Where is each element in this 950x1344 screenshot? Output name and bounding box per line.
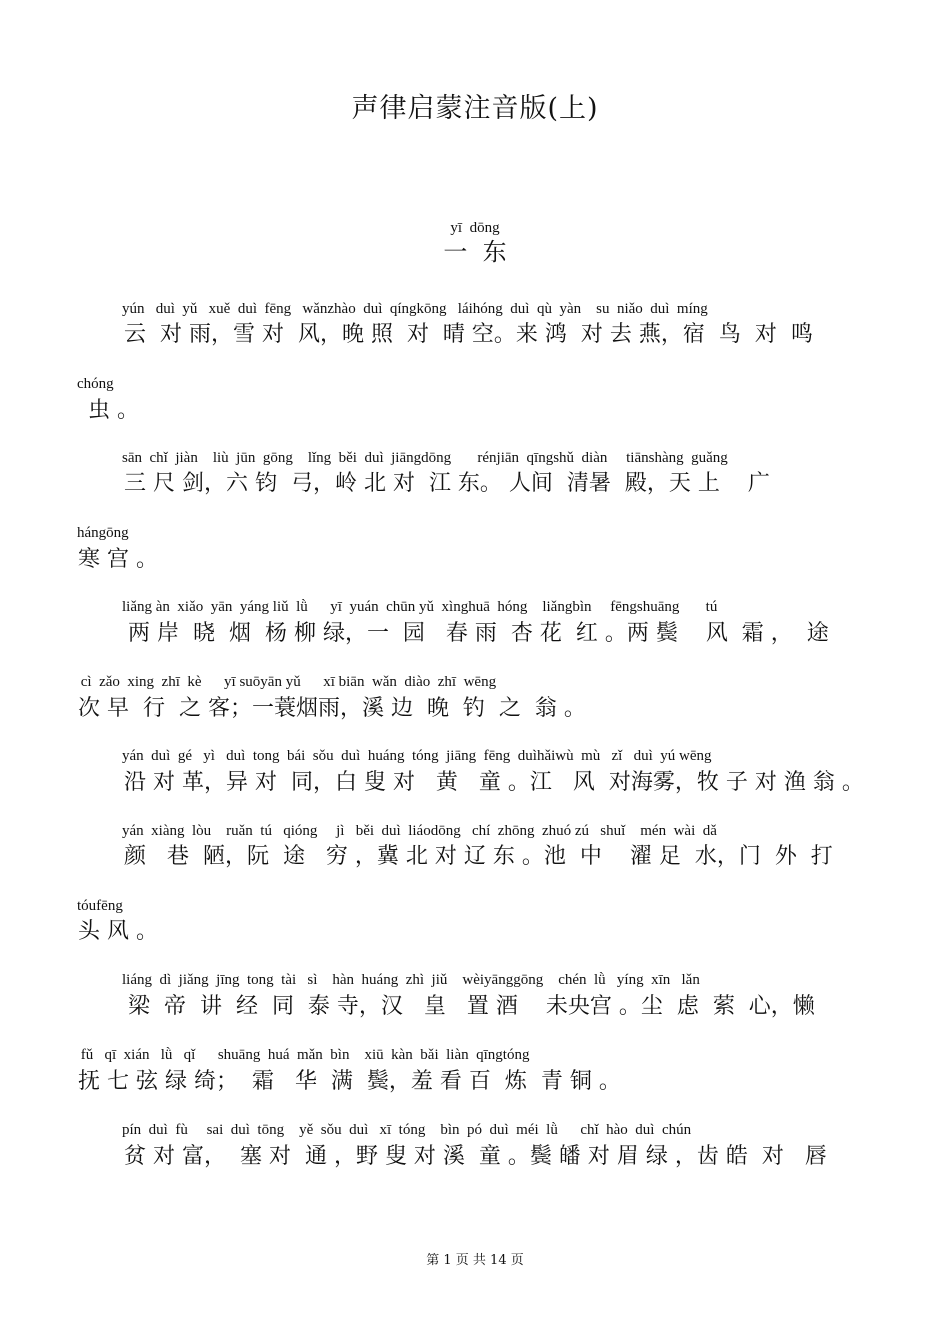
pinyin-line: liáng dì jiǎng jīng tong tài sì hàn huáng zhì jiǔ wèiyānggōng chén lǜ yíng xīn lǎn [122,972,700,988]
pinyin-line: yán duì gé yì duì tong bái sǒu duì huáng tóng jiāng fēng duìhǎiwù mù zǐ duì yú wēng [122,748,712,764]
hanzi-line: 两 岸 晓 烟 杨 柳 绿，一 园 春 雨 杏 花 红 。两 鬓 风 霜 ， 途 [128,621,829,646]
hanzi-line: 云 对 雨，雪 对 风，晚 照 对 晴 空。来 鸿 对 去 燕，宿 鸟 对 鸣 [124,322,813,347]
section-pinyin: yī dōng [450,220,500,236]
hanzi-line: 贫 对 富， 塞 对 通 ，野 叟 对 溪 童 。鬓 皤 对 眉 绿 ，齿 皓 对 唇 [124,1144,827,1169]
pinyin-line: yán xiàng lòu ruǎn tú qióng jì běi duì liáodōng chí zhōng zhuó zú shuǐ mén wài dǎ [122,823,717,839]
pinyin-line: fǔ qī xián lǜ qǐ shuāng huá mǎn bìn xiū kàn bǎi liàn qīngtóng [77,1047,530,1063]
pinyin-line: hángōng [77,525,129,541]
pinyin-line: sān chǐ jiàn liù jūn gōng lǐng běi duì jiāngdōng rénjiān qīngshǔ diàn tiānshàng guǎng [122,450,728,466]
hanzi-line: 头 风 。 [78,919,158,944]
page-title: 声律启蒙注音版(上) [351,93,599,124]
pinyin-line: chóng [77,376,114,392]
hanzi-line: 寒 宫 。 [78,547,158,572]
hanzi-line: 沿 对 革，异 对 同，白 叟 对 黄 童 。江 风 对海雾，牧 子 对 渔 翁 。 [124,770,864,795]
pinyin-line: liǎng àn xiǎo yān yáng liǔ lǜ yī yuán chūn yǔ xìnghuā hóng liǎngbìn fēngshuāng tú [122,599,718,615]
hanzi-line: 抚 七 弦 绿 绮； 霜 华 满 鬓，羞 看 百 炼 青 铜 。 [78,1069,621,1094]
pinyin-line: tóufēng [77,898,123,914]
page-footer: 第 1 页 共 14 页 [426,1253,524,1268]
hanzi-line: 三 尺 剑，六 钧 弓，岭 北 对 江 东。 人间 清暑 殿，天 上 广 [124,471,770,496]
section-heading: 一 东 [443,238,507,266]
hanzi-line: 次 早 行 之 客；一蓑烟雨，溪 边 晚 钓 之 翁 。 [78,696,586,721]
pinyin-line: yún duì yǔ xuě duì fēng wǎnzhào duì qíngkōng láihóng duì qù yàn su niǎo duì míng [122,301,708,317]
hanzi-line: 颜 巷 陋，阮 途 穷 ，冀 北 对 辽 东 。池 中 濯 足 水，门 外 打 [124,844,833,869]
pinyin-line: cì zǎo xing zhī kè yī suōyān yǔ xī biān wǎn diào zhī wēng [77,674,497,690]
pinyin-line: pín duì fù sai duì tōng yě sǒu duì xī tóng bìn pó duì méi lǜ chǐ hào duì chún [122,1122,692,1138]
hanzi-line: 虫 。 [88,398,139,423]
hanzi-line: 梁 帝 讲 经 同 泰 寺，汉 皇 置 酒 未央宫 。尘 虑 萦 心，懒 [128,994,815,1019]
